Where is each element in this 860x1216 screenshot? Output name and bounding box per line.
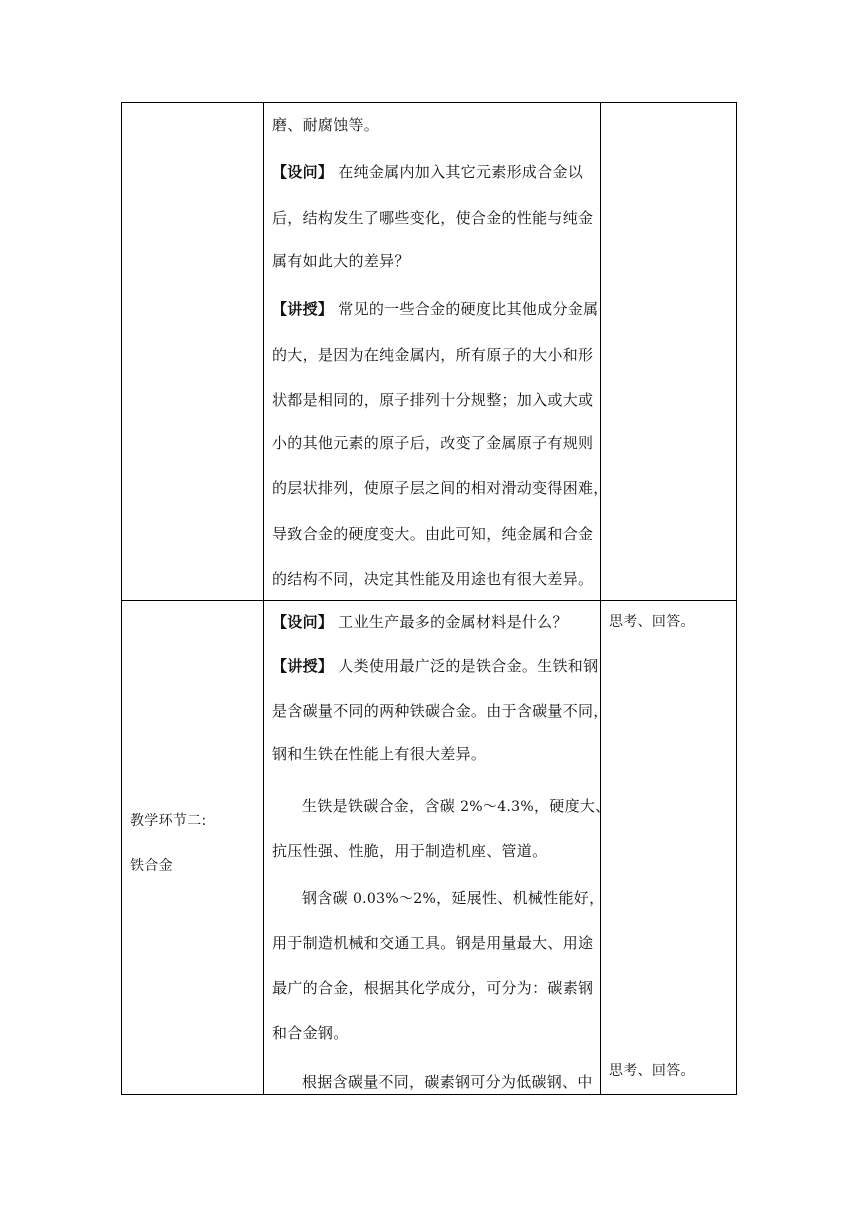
content-text: 钢和生铁在性能上有很大差异。 — [272, 745, 487, 763]
content-text: 的层状排列，使原子层之间的相对滑动变得困难， — [272, 479, 609, 497]
content-line — [272, 702, 609, 720]
content-text: 状都是相同的，原子排列十分规整；加入或大或 — [272, 391, 594, 409]
section-marker: 【讲授】 — [272, 300, 334, 318]
content-line — [272, 116, 379, 134]
content-text: 的大，是因为在纯金属内，所有原子的大小和形 — [272, 346, 594, 364]
content-line — [272, 479, 609, 497]
content-text: 是含碳量不同的两种铁碳合金。由于含碳量不同， — [272, 702, 609, 720]
row1-activity-cell — [601, 103, 737, 600]
content-text: 常见的一些合金的硬度比其他成分金属 — [333, 300, 599, 318]
content-line — [272, 391, 593, 409]
content-line — [272, 1024, 349, 1042]
content-line — [272, 163, 583, 181]
carbon-percentage: 0.03%～2% — [352, 891, 437, 907]
content-text: 用于制造机械和交通工具。钢是用量最大、用途 — [272, 934, 594, 952]
content-line — [272, 300, 598, 318]
row2-stage-cell — [122, 601, 263, 1095]
carbon-percentage: 2%～4.3% — [460, 799, 534, 815]
content-text: 导致合金的硬度变大。由此可知，纯金属和合金 — [272, 525, 594, 543]
content-text: 人类使用最广泛的是铁合金。生铁和钢 — [333, 657, 599, 675]
student-activity: 思考、回答。 — [609, 614, 695, 630]
content-text: 的结构不同，决定其性能及用途也有很大差异。 — [272, 570, 594, 588]
content-text: 后，结构发生了哪些变化，使合金的性能与纯金 — [272, 209, 594, 227]
content-text: ，延展性、机械性能好， — [436, 889, 605, 907]
content-text: 磨、耐腐蚀等。 — [272, 116, 380, 134]
lesson-plan-table — [121, 102, 737, 1095]
content-line — [272, 979, 593, 997]
content-line — [272, 657, 598, 675]
content-text: 抗压性强、性脆，用于制造机座、管道。 — [272, 842, 548, 860]
content-text: 根据含碳量不同，碳素钢可分为低碳钢、中 — [302, 1073, 593, 1091]
content-text: 生铁是铁碳合金，含碳 — [302, 797, 461, 815]
content-text: ，硬度大、 — [533, 797, 611, 815]
row1-stage-cell — [122, 103, 263, 600]
content-line — [272, 842, 547, 860]
stage-name: 铁合金 — [130, 858, 173, 874]
content-text: 钢含碳 — [302, 889, 353, 907]
row1-content-cell — [264, 103, 609, 600]
content-line — [272, 570, 593, 588]
content-line — [272, 525, 593, 543]
stage-label: 教学环节二: — [130, 813, 207, 829]
content-line — [272, 346, 593, 364]
row2-content-cell — [264, 601, 611, 1095]
content-text: 在纯金属内加入其它元素形成合金以 — [333, 163, 584, 181]
content-line — [272, 613, 568, 631]
content-text: 最广的合金，根据其化学成分，可分为：碳素钢 — [272, 979, 594, 997]
content-text: 小的其他元素的原子后，改变了金属原子有规则 — [272, 434, 594, 452]
row2-activity-cell — [601, 601, 737, 1095]
content-line — [302, 1073, 593, 1091]
content-line — [272, 934, 593, 952]
student-activity: 思考、回答。 — [609, 1063, 695, 1079]
section-marker: 【设问】 — [272, 163, 334, 181]
section-marker: 【设问】 — [272, 613, 334, 631]
content-text: 属有如此大的差异？ — [272, 252, 410, 270]
content-line — [272, 434, 593, 452]
content-text: 工业生产最多的金属材料是什么？ — [333, 613, 568, 631]
content-line — [272, 252, 410, 270]
content-line — [302, 889, 604, 908]
section-marker: 【讲授】 — [272, 657, 334, 675]
content-text: 和合金钢。 — [272, 1024, 349, 1042]
content-line — [272, 745, 486, 763]
content-line — [272, 209, 593, 227]
content-line — [302, 797, 610, 816]
